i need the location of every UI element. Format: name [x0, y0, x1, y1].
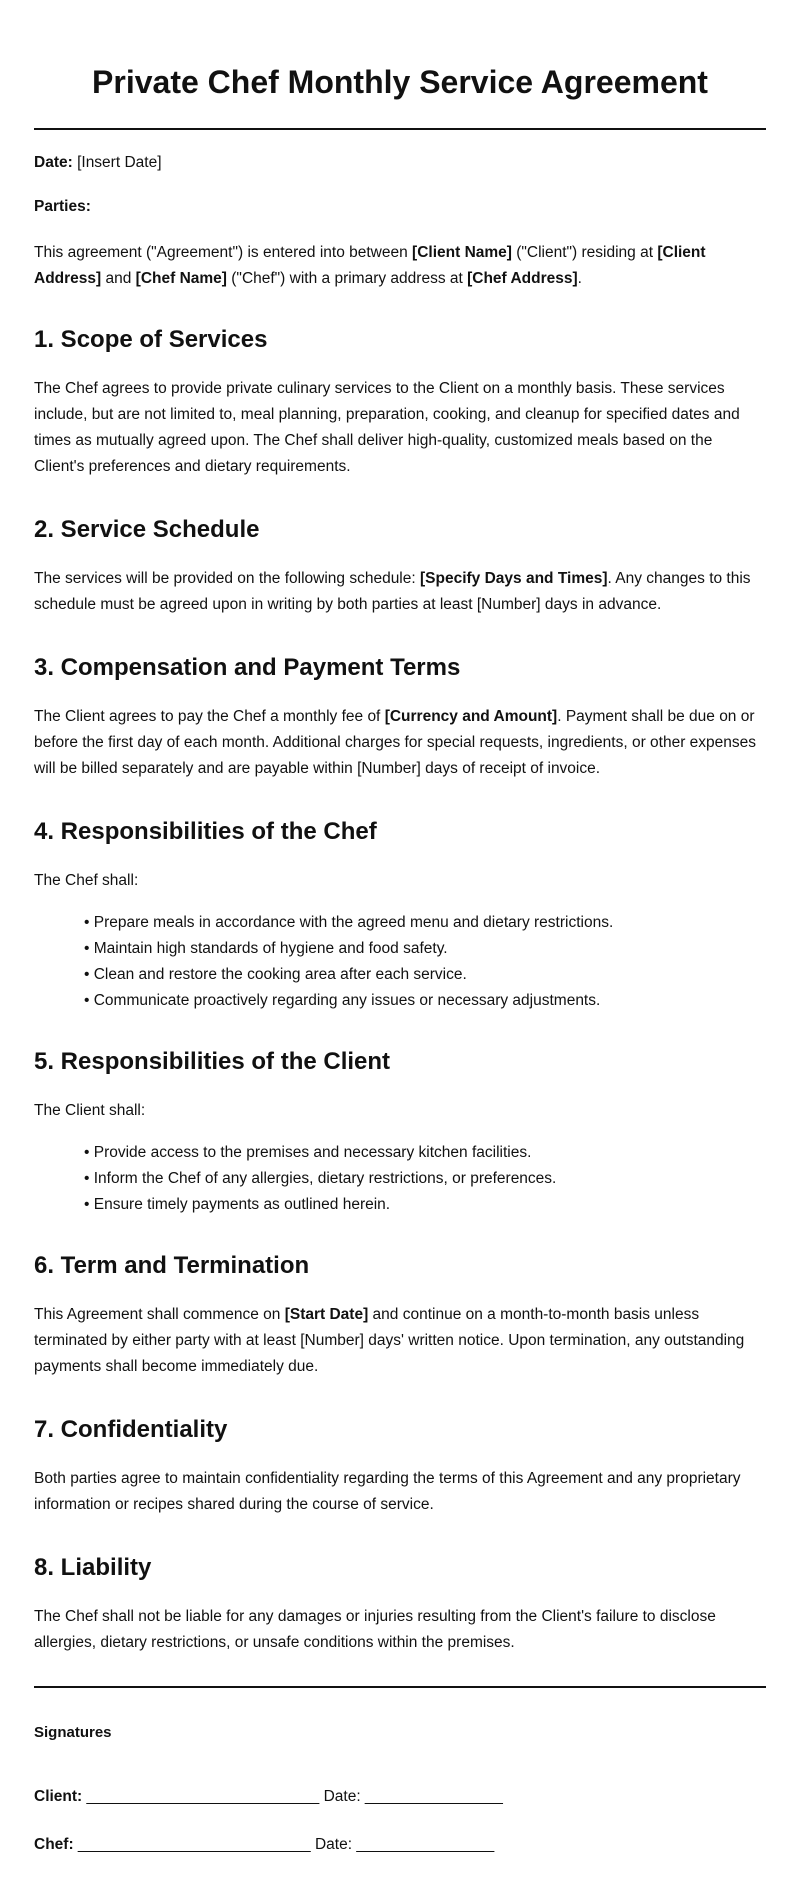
- client-signature-label: Client:: [34, 1788, 83, 1805]
- chef-responsibilities-intro: The Chef shall:: [34, 872, 139, 889]
- schedule-text: . Any changes to this schedule must be agreed upon in writing by both parties at least [Number] days in advance.: [34, 570, 751, 613]
- schedule-text: The services will be provided on the following schedule:: [34, 570, 420, 587]
- client-responsibilities-intro: The Client shall:: [34, 1102, 146, 1119]
- page-title: Private Chef Monthly Service Agreement: [92, 64, 708, 100]
- section-text-schedule: [34, 566, 766, 618]
- section-title-compensation: 3. Compensation and Payment Terms: [34, 654, 461, 681]
- start-date-placeholder: [Start Date]: [284, 1306, 369, 1323]
- compensation-text: The Client agrees to pay the Chef a monthly fee of: [34, 708, 385, 725]
- parties-text: ("Chef") with a primary address at: [226, 270, 468, 287]
- chef-signature-blank: ___________________________ Date: ________________: [73, 1836, 495, 1853]
- term-text: and continue on a month-to-month basis unless terminated by either party with at least [Number] days' written notice. Upon termination, any outstanding payments shall become immediately due.: [34, 1306, 745, 1375]
- parties-text: This agreement ("Agreement") is entered into between: [34, 244, 413, 261]
- section-title-liability: 8. Liability: [34, 1554, 152, 1581]
- header-divider: [34, 128, 766, 130]
- section-title-client-responsibilities: 5. Responsibilities of the Client: [34, 1048, 391, 1075]
- section-title-schedule: 2. Service Schedule: [34, 516, 260, 543]
- parties-text: and: [101, 270, 136, 287]
- list-item: • Clean and restore the cooking area after each service.: [84, 966, 467, 983]
- chef-address-placeholder: [Chef Address]: [467, 270, 578, 287]
- parties-text: ("Client") residing at: [511, 244, 658, 261]
- section-title-chef-responsibilities: 4. Responsibilities of the Chef: [34, 818, 377, 845]
- parties-label: Parties:: [34, 198, 91, 215]
- list-item: • Provide access to the premises and necessary kitchen facilities.: [84, 1144, 532, 1161]
- parties-text: .: [577, 270, 582, 287]
- date-label: Date:: [34, 154, 73, 171]
- fee-placeholder: [Currency and Amount]: [384, 708, 558, 725]
- client-signature-line: [34, 1784, 766, 1810]
- section-text-term: [34, 1302, 766, 1380]
- list-item: • Maintain high standards of hygiene and food safety.: [84, 940, 448, 957]
- client-address-placeholder: [Client Address]: [34, 244, 706, 287]
- section-text-liability: The Chef shall not be liable for any damages or injuries resulting from the Client's failure to disclose allergies, dietary restrictions, or unsafe conditions within the premises.: [34, 1608, 716, 1651]
- section-text-scope: The Chef agrees to provide private culinary services to the Client on a monthly basis. These services include, but are not limited to, meal planning, preparation, cooking, and cleanup for specified dates and times as mutually agreed upon. The Chef shall deliver high-quality, customized meals based on the Client's preferences and dietary requirements.: [34, 380, 740, 475]
- list-item: • Prepare meals in accordance with the agreed menu and dietary restrictions.: [84, 914, 614, 931]
- signature-divider: [34, 1686, 766, 1688]
- client-signature-blank: ___________________________ Date: ________________: [82, 1788, 503, 1805]
- chef-name-placeholder: [Chef Name]: [135, 270, 227, 287]
- date-line: [34, 150, 766, 176]
- section-text-confidentiality: Both parties agree to maintain confidentiality regarding the terms of this Agreement and any proprietary information or recipes shared during the course of service.: [34, 1470, 741, 1513]
- section-title-confidentiality: 7. Confidentiality: [34, 1416, 228, 1443]
- signatures-heading: Signatures: [34, 1724, 112, 1741]
- chef-signature-line: [34, 1832, 766, 1858]
- chef-signature-label: Chef:: [34, 1836, 74, 1853]
- parties-paragraph: [34, 240, 766, 292]
- client-responsibilities-list: [34, 1140, 766, 1218]
- date-value: [Insert Date]: [77, 154, 162, 171]
- client-name-placeholder: [Client Name]: [412, 244, 512, 261]
- list-item: • Communicate proactively regarding any issues or necessary adjustments.: [84, 992, 601, 1009]
- list-item: • Inform the Chef of any allergies, dietary restrictions, or preferences.: [84, 1170, 557, 1187]
- section-title-term: 6. Term and Termination: [34, 1252, 310, 1279]
- chef-responsibilities-list: [34, 910, 766, 1014]
- section-text-compensation: [34, 704, 766, 782]
- term-text: This Agreement shall commence on: [34, 1306, 285, 1323]
- schedule-placeholder: [Specify Days and Times]: [420, 570, 608, 587]
- list-item: • Ensure timely payments as outlined herein.: [84, 1196, 391, 1213]
- compensation-text: . Payment shall be due on or before the first day of each month. Additional charges for special requests, ingredients, or other expenses will be billed separately and are payable within [Number] days of receipt of invoice.: [34, 708, 757, 777]
- section-title-scope: 1. Scope of Services: [34, 326, 268, 353]
